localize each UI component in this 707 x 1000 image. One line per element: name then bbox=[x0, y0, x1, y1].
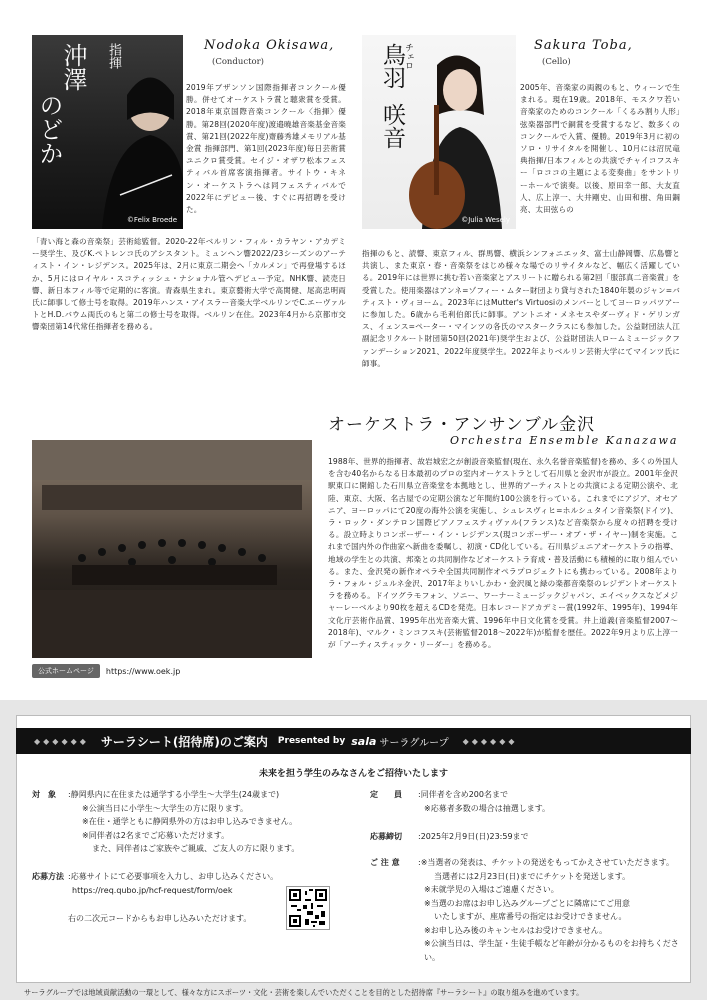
target-lines bbox=[68, 788, 358, 856]
cellist-name-vertical-2: 咲音 bbox=[379, 103, 405, 149]
conductor-role-roman: (Conductor) bbox=[212, 57, 265, 67]
capacity-line-1: :同伴者を含め200名まで bbox=[418, 790, 508, 799]
banner-dots-left: ◆◆◆◆◆◆ bbox=[34, 736, 89, 746]
deadline-value: :2025年2月9日(日)23:59まで bbox=[418, 832, 529, 841]
notes-line-4: ※当選のお席はお申し込みグループごとに隣席にてご用意 bbox=[424, 898, 631, 908]
conductor-bio-side: 2019年ブザンソン国際指揮者コンクール優勝。併せてオーケストラ賞と聴衆賞を受賞。2018年東京国際音楽コンクール〈指揮〉優勝。第28回(2020年度)渡邉曉雄音楽基金音楽賞、第21回(2022年度)齋藤秀雄メモリアル基金賞 指揮部門、第1回(2023年度)毎日芸術賞ユニクロ賞受賞。セイジ・オザワ松本フェスティバル首席客演指揮者。サイトウ・キネン・オーケストラへは同フェスティバルで2022年にデビュー後、すぐに再招聘を受けた。 bbox=[186, 83, 346, 215]
capacity-line-2: ※応募者多数の場合は抽選します。 bbox=[424, 803, 551, 813]
orchestra-stage-illustration bbox=[32, 440, 312, 658]
orchestra-title: オーケストラ・アンサンブル金沢 bbox=[328, 415, 596, 435]
cellist-role-roman: (Cello) bbox=[542, 57, 571, 67]
cellist-role-vertical: チェロ bbox=[403, 43, 413, 70]
presented-by: Presented by bbox=[277, 736, 346, 746]
conductor-name-vertical-1: 沖澤 bbox=[59, 43, 87, 91]
notes-lines bbox=[418, 856, 688, 964]
footer-bottom-note: サーラグループでは地域貢献活動の一環として、様々な方にスポーツ・文化・芸術を楽しんでいただくことを目的とした招待席『サーラシート』の取り組みを進めています。 bbox=[24, 988, 584, 997]
target-line-2: ※公演当日に小学生〜大学生の方に限ります。 bbox=[82, 803, 249, 813]
apply-label: 応募方法 bbox=[32, 872, 64, 881]
apply-url[interactable]: https://req.qubo.jp/hcf-request/form/oek bbox=[72, 885, 233, 895]
website-url[interactable]: https://www.oek.jp bbox=[105, 666, 181, 676]
conductor-role-vertical: 指揮 bbox=[106, 43, 121, 69]
banner-dots-right: ◆◆◆◆◆◆ bbox=[462, 736, 518, 746]
conductor-photo-credit: ©Felix Broede bbox=[126, 216, 177, 224]
orchestra-photo bbox=[32, 440, 312, 658]
notes-line-3: ※未就学児の入場はご遠慮ください。 bbox=[424, 885, 559, 894]
cellist-bio-full: 指揮のもと、読響、東京フィル、群馬響、横浜シンフォニエッタ、富士山静岡響、広島響と共演し、また東京・春・音楽祭をはじめ様々な場でのリサイタルなど、幅広く活躍している。2019年には世界に挑む若い音楽家とアスリートに贈られる第2回「服部真二音楽賞」を受賞した。使用楽器はアンネ=ゾフィー・ムター財団より貸与された1840年製のジャン=バティスト・ヴィヨーム。2023年にはMutter's Virtuosiのメンバーとしてヨーロッパツアーに参加した。6歳から毛利伯郎氏に師事。アントニオ・メネセスやダーヴィド・ゲリンガス、イェンス=ペーター・マインツの各氏のマスタークラスにも参加した。公益財団法人江副記念リクルート財団第50回(2021年)奨学生および、公益財団法人ロームミュージックファンデーション2021、2022年度奨学生。2022年よりベルリン芸術大学にてマインツ氏に師事。 bbox=[362, 249, 680, 368]
sala-group: サーラグループ bbox=[379, 737, 449, 749]
apply-line-1: :応募サイトにて必要事項を入力し、お申し込みください。 bbox=[68, 872, 279, 881]
notes-line-2: 当選者には2月23日(日)までにチケットを発送します。 bbox=[434, 871, 631, 881]
target-line-4: ※同伴者は2名までご応募いただけます。 bbox=[82, 830, 230, 840]
deadline-label: 応募締切 bbox=[370, 832, 402, 841]
footer-subtitle: 未来を担う学生のみなさんをご招待いたします bbox=[258, 769, 448, 779]
target-line-1: :静岡県内に在住または通学する小学生〜大学生(24歳まで) bbox=[68, 790, 280, 799]
orchestra-website-row bbox=[32, 664, 180, 678]
cellist-name-roman: Sakura Toba, bbox=[534, 38, 633, 53]
orchestra-name-roman: Orchestra Ensemble Kanazawa bbox=[450, 434, 679, 447]
qr-note: 右の二次元コードからもお申し込みいただけます。 bbox=[68, 914, 252, 923]
conductor-name-vertical-2: のどか bbox=[35, 93, 63, 165]
cellist-name-vertical-1: 鳥羽 bbox=[379, 43, 405, 89]
banner-title: サーラシート(招待席)のご案内 bbox=[100, 734, 268, 749]
qr-code-icon bbox=[287, 887, 329, 929]
conductor-bio-full: 「青い海と森の音楽祭」芸術総監督。2020-22年ベルリン・フィル・カラヤン・アカデミー奨学生、及びK.ペトレンコ氏のアシスタント。ミュンヘン響2022/23シーズンのアーティスト・イン・レジデンス。2025年は、2月に東京二期会へ「カルメン」で再登場するほか、5月にはロイヤル・スコティッシュ・ナショナル管へデビュー予定。NHK響、読売日響、新日本フィル等で定期的に客演。青森県生まれ。東京藝術大学で高関健、尾高忠明両氏に師事して修士号を取得。2019年ハンス・アイスラー音楽大学ベルリンでC.エーヴァルトとH.D.バウム両氏のもと第二の修士号を取得。ベルリン在住。2023年4月から京都市交響楽団第14代常任指揮者を務める。 bbox=[32, 237, 346, 332]
notes-line-6: ※お申し込み後のキャンセルはお受けできません。 bbox=[424, 925, 608, 935]
cellist-photo bbox=[362, 35, 516, 229]
qr-code[interactable] bbox=[286, 886, 330, 930]
conductor-name-roman: Nodoka Okisawa, bbox=[204, 38, 335, 53]
cellist-bio-side: 2005年、音楽家の両親のもと、ウィーンで生まれる。現在19歳。2018年、モスクワ若い音楽家のためのコンクール「くるみ割り人形」弦楽器部門で銅賞を受賞するなど、数多くのコンクールで入賞、優勝。2019年3月に初のソロ・リサイタルを開催し、10月には沼尻竜典指揮/日本フィルとの共演でチャイコフスキー「ロココの主題による変奏曲」をサントリーホールで演奏。以後、原田幸一郎、大友直人、広上淳一、大井剛史、山田和樹、角田鋼亮、太田弦らの bbox=[520, 83, 680, 215]
capacity-label: 定 員 bbox=[370, 790, 402, 799]
conductor-photo bbox=[32, 35, 183, 229]
target-line-3: ※在住・通学ともに静岡県外の方はお申し込みできません。 bbox=[82, 817, 298, 826]
notes-line-7: ※公演当日は、学生証・生徒手帳など年齢が分かるものをお持ちください。 bbox=[424, 939, 679, 962]
sala-logo: sala bbox=[351, 734, 377, 748]
website-label: 公式ホームページ bbox=[32, 664, 100, 678]
notes-line-1: :※当選者の発表は、チケットの発送をもってかえさせていただきます。 bbox=[418, 858, 675, 867]
notes-line-5: いたしますが、座席番号の指定はお受けできません。 bbox=[434, 912, 627, 921]
cellist-photo-credit: ©Julia Wesely bbox=[461, 216, 510, 224]
orchestra-bio: 1988年、世界的指揮者、故岩城宏之が創設音楽監督(現在、永久名誉音楽監督)を務め、多くの外国人を含む40名からなる日本最初のプロの室内オーケストラとして石川県と金沢市が設立。2001年金沢駅東口に開館した石川県立音楽堂を本拠地とし、世界的アーティストとの共演による定期公演や、北陸、東京、大阪、名古屋での定期公演など年間約100公演を行っている。これまでにアジア、オセアニア、ヨーロッパにて20度の海外公演を実施し、シュレスヴィヒ=ホルシュタイン音楽祭(ドイツ)、ラ・ロック・ダンテロン国際ピアノフェスティヴァル(フランス)など音楽祭から度々の招聘を受ける。設立時よりコンポーザー・イン・レジデンス(現コンポーザー・オブ・ザ・イヤー)制を実施。これまで国内外の作曲家へ新曲を委嘱し、初演・CD化している。石川県ジュニアオーケストラの指導、地域の学生との共演、邦楽との共同制作などオーケストラ育成・普及活動にも積極的に取り組んでいる。また、金沢発の新作オペラや全国共同制作オペラプロジェクトにも携わっている。2008年よりラ・フォル・ジュルネ金沢、2017年よりいしかわ・金沢風と緑の楽都音楽祭のレジデントオーケストラを務める。ドイツグラモフォン、ソニー、ワーナーミュージックジャパン、エイベックスなどメジャーレーベルより90枚を超えるCDを発売。日本レコードアカデミー賞(1992年、1995年)、1994年文化庁芸術作品賞、1995年出光音楽大賞、1996年中日文化賞を受賞。井上道義(音楽監督2007〜2018年)、マルク・ミンコフスキ(芸術監督2018〜2022年)が監督を歴任。2022年9月より広上淳一が「アーティスティック・リーダー」を務める。 bbox=[328, 457, 678, 650]
target-line-5: また、同伴者はご家族やご親戚、ご友人の方に限ります。 bbox=[92, 844, 300, 853]
notes-label: ご 注 意 bbox=[370, 858, 400, 867]
capacity-lines bbox=[418, 788, 678, 815]
target-label: 対 象 bbox=[32, 790, 56, 799]
footer-banner bbox=[16, 728, 691, 754]
